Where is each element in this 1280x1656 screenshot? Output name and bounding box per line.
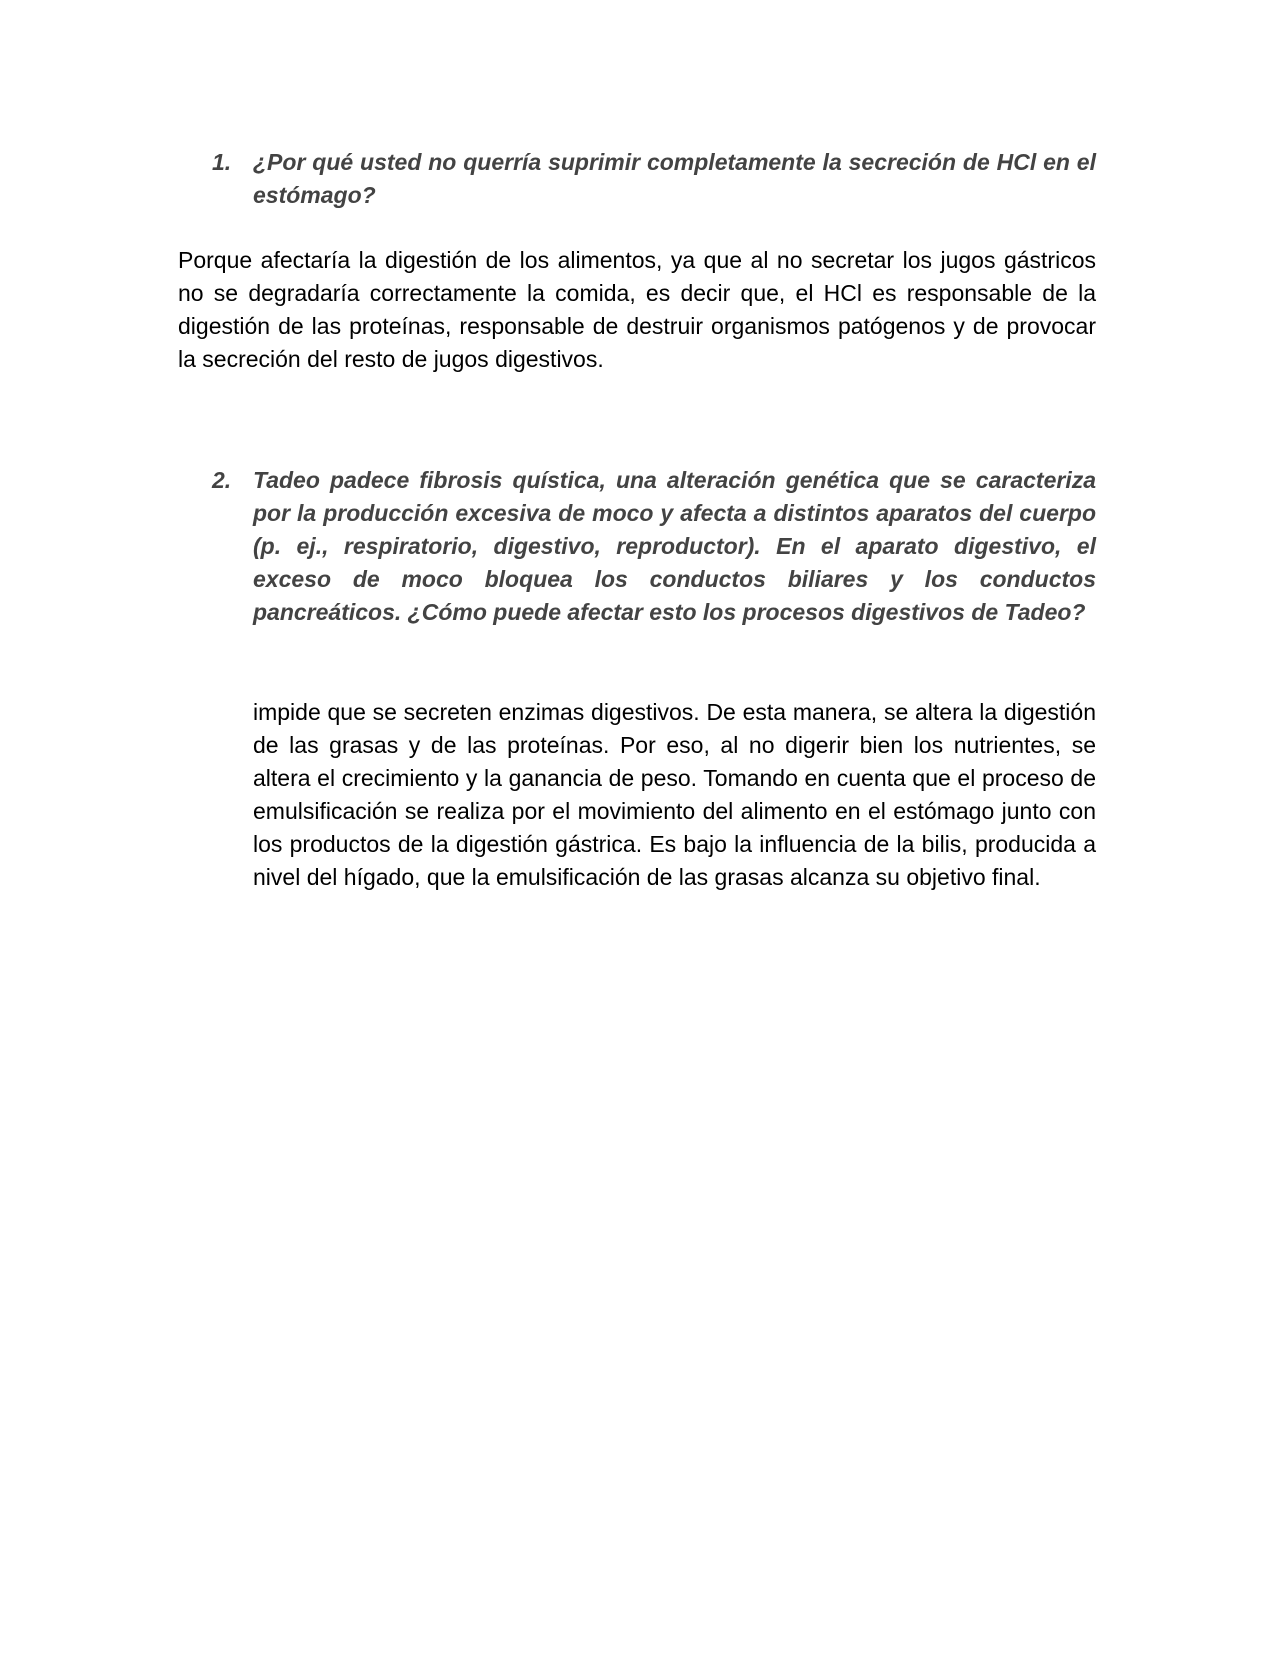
question-2-number: 2. — [212, 467, 232, 493]
answer-2: impide que se secreten enzimas digestivos. De esta manera, se altera la digestión de las grasas y de las proteínas. Por eso, al no digerir bien los nutrientes, se altera el crecimiento y la ganancia de peso. Tomando en cuenta que el proceso de emulsificación se realiza por el movimiento del alimento en el estómago junto con los productos de la digestión gástrica. Es bajo la influencia de la bilis, producida a nivel del hígado, que la emulsificación de las grasas alcanza su objetivo final. — [253, 699, 1096, 890]
question-1-number: 1. — [212, 149, 232, 175]
question-2-text: Tadeo padece fibrosis quística, una alteración genética que se caracteriza por la producción excesiva de moco y afecta a distintos aparatos del cuerpo (p. ej., respiratorio, digestivo, reproductor). En el aparato digestivo, el exceso de moco bloquea los conductos biliares y los conductos pancreáticos. ¿Cómo puede afectar esto los procesos digestivos de Tadeo? — [253, 467, 1096, 625]
question-2 — [212, 464, 1096, 629]
answer-1: Porque afectaría la digestión de los alimentos, ya que al no secretar los jugos gástricos no se degradaría correctamente la comida, es decir que, el HCl es responsable de la digestión de las proteínas, responsable de destruir organismos patógenos y de provocar la secreción del resto de jugos digestivos. — [178, 247, 1096, 372]
question-1 — [212, 146, 1096, 212]
question-1-text: ¿Por qué usted no querría suprimir completamente la secreción de HCl en el estómago? — [253, 149, 1096, 208]
